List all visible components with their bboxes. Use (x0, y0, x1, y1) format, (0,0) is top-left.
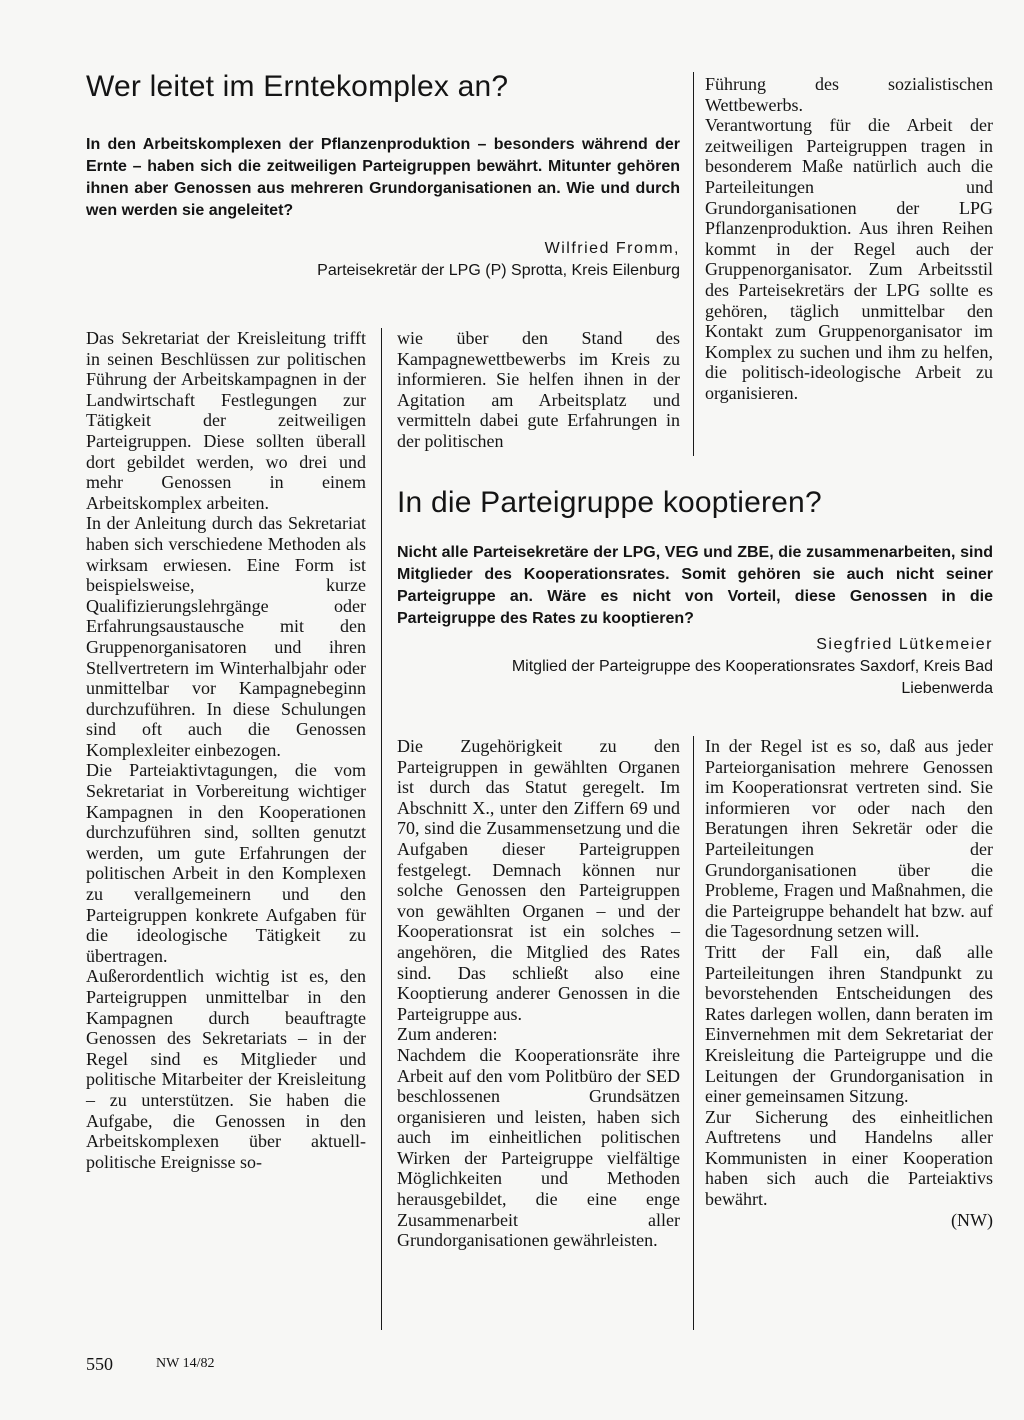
article1-column-2 (397, 328, 680, 452)
column-divider (693, 72, 694, 456)
article1-title: Wer leitet im Erntekomplex an? (86, 70, 509, 103)
article1-author: Wilfried Fromm, (544, 240, 680, 257)
issue-label: NW 14/82 (156, 1356, 215, 1371)
article2-column-2 (705, 736, 993, 1230)
paragraph: Verantwortung für die Arbeit der zeitweiligen Parteigruppen tragen in besonderem Maße natürlich auch die Parteileitungen und Grundorganisationen der LPG Pflanzenproduktion. Aus ihren Reihen kommt in der Regel auch der Gruppenorganisator. Zum Arbeitsstil des Parteisekretärs der LPG sollte es gehören, täglich unmittelbar den Kontakt zum Gruppenorganisator im Komplex zu suchen und ihm zu helfen, die politisch-ideologische Arbeit zu organisieren. (705, 115, 993, 403)
paragraph: Zum anderen: (397, 1024, 498, 1045)
paragraph: Nachdem die Kooperationsräte ihre Arbeit auf den vom Politbüro der SED beschlossenen Grundsätzen organisieren und leisten, haben sich auch im einheitlichen politischen Wirken der Parteigruppe vielfältige Möglichkeiten und Methoden herausgebildet, die eine enge Zusammenarbeit aller Grundorganisationen gewährleisten. (397, 1044, 680, 1251)
column-divider (693, 736, 694, 1330)
paragraph: In der Anleitung durch das Sekretariat haben sich verschiedene Methoden als wirksam erwiesen. Eine Form ist beispielsweise, kurze Qualifizierungslehrgänge oder Erfahrungsaustausche mit den Gruppenorganisatoren und ihren Stellvertretern im Winterhalbjahr oder unmittelbar vor Kampagnebeginn durchzuführen. In diese Schulungen sind oft auch die Genossen Komplexleiter einbezogen. (86, 513, 366, 760)
article2-byline (397, 634, 993, 700)
paragraph: Führung des sozialistischen Wettbewerbs. (705, 74, 993, 115)
paragraph: Die Zugehörigkeit zu den Parteigruppen in gewählten Organen ist durch das Statut geregelt. Im Abschnitt X., unter den Ziffern 69 und 70, sind die Zusammensetzung und die Aufgaben dieser Parteigruppen festgelegt. Demnach können nur solche Genossen den Parteigruppen von gewählten Organen – und der Kooperationsrat ist ein solches – angehören, die Mitglied des Rates sind. Das schließt also eine Kooptierung anderer Genossen in die Parteigruppe aus. (397, 736, 680, 1024)
article1-lead: In den Arbeitskomplexen der Pflanzenproduktion – besonders während der Ernte – haben sich die zeitweiligen Parteigruppen bewährt. Mitunter gehören ihnen aber Genossen aus mehreren Grundorganisationen an. Wie und durch wen werden sie angeleitet? (86, 136, 680, 219)
paragraph: Die Parteiaktivtagungen, die vom Sekretariat in Vorbereitung wichtiger Kampagnen in den Kooperationen durchzuführen sind, sollten genutzt werden, um gute Erfahrungen der politischen Arbeit in den Komplexen zu verallgemeinern und den Parteigruppen konkrete Aufgaben für die ideologische Tätigkeit zu übertragen. (86, 760, 366, 966)
article1-column-3 (705, 74, 993, 404)
article2-signoff: (NW) (951, 1209, 993, 1230)
paragraph: Tritt der Fall ein, daß alle Parteileitungen ihren Standpunkt zu bevorstehenden Entscheidungen des Rates darlegen wollen, dann beraten im Einvernehmen mit dem Sekretariat der Kreisleitung die Parteigruppe und die Leitungen der Grundorganisation in einer gemeinsamen Sitzung. (705, 941, 993, 1107)
article2-lead: Nicht alle Parteisekretäre der LPG, VEG und ZBE, die zusammenarbeiten, sind Mitglieder des Kooperationsrates. Somit gehören sie auch nicht seiner Parteigruppe an. Wäre es nicht von Vorteil, diese Genossen in die Parteigruppe des Rates zu kooptieren? (397, 544, 993, 627)
paragraph: Außerordentlich wichtig ist es, den Parteigruppen unmittelbar in den Kampagnen durch beauftragte Genossen des Sekretariats – in der Regel sind es Mitglieder und politische Mitarbeiter der Kreisleitung – zu unterstützen. Sie haben die Aufgabe, die Genossen in den Arbeitskomplexen über aktuell-politische Ereignisse so- (86, 966, 366, 1172)
paragraph: Zur Sicherung des einheitlichen Auftretens und Handelns aller Kommunisten in einer Kooperation haben sich auch die Parteiaktivs bewährt. (705, 1106, 993, 1210)
article1-byline (240, 238, 680, 282)
article1-column-1 (86, 328, 366, 1172)
paragraph: wie über den Stand des Kampagnewettbewerbs im Kreis zu informieren. Sie helfen ihnen in der Agitation am Arbeitsplatz und vermitteln dabei gute Erfahrungen in der politischen (397, 328, 680, 451)
article1-author-role: Parteisekretär der LPG (P) Sprotta, Kreis Eilenburg (317, 262, 680, 279)
page-number: 550 (86, 1354, 113, 1374)
paragraph: Das Sekretariat der Kreisleitung trifft in seinen Beschlüssen zur politischen Führung der Arbeitskampagnen in der Landwirtschaft Festlegungen zur Tätigkeit der zeitweiligen Parteigruppen. Diese sollten überall dort gebildet werden, wo drei und mehr Genossen in einem Arbeitskomplex arbeiten. (86, 328, 366, 513)
article2-author: Siegfried Lütkemeier (816, 636, 993, 653)
article2-title: In die Parteigruppe kooptieren? (397, 486, 822, 519)
article2-author-role: Mitglied der Parteigruppe des Kooperationsrates Saxdorf, Kreis Bad Liebenwerda (511, 658, 993, 697)
article2-column-1 (397, 736, 680, 1251)
paragraph: In der Regel ist es so, daß aus jeder Parteiorganisation mehrere Genossen im Kooperationsrat vertreten sind. Sie informieren vor oder nach den Beratungen ihren Sekretär oder die Parteileitungen der Grundorganisationen über die Probleme, Fragen und Maßnahmen, die die Parteigruppe behandelt hat bzw. auf die Tagesordnung setzen will. (705, 736, 993, 942)
column-divider (381, 328, 382, 1330)
